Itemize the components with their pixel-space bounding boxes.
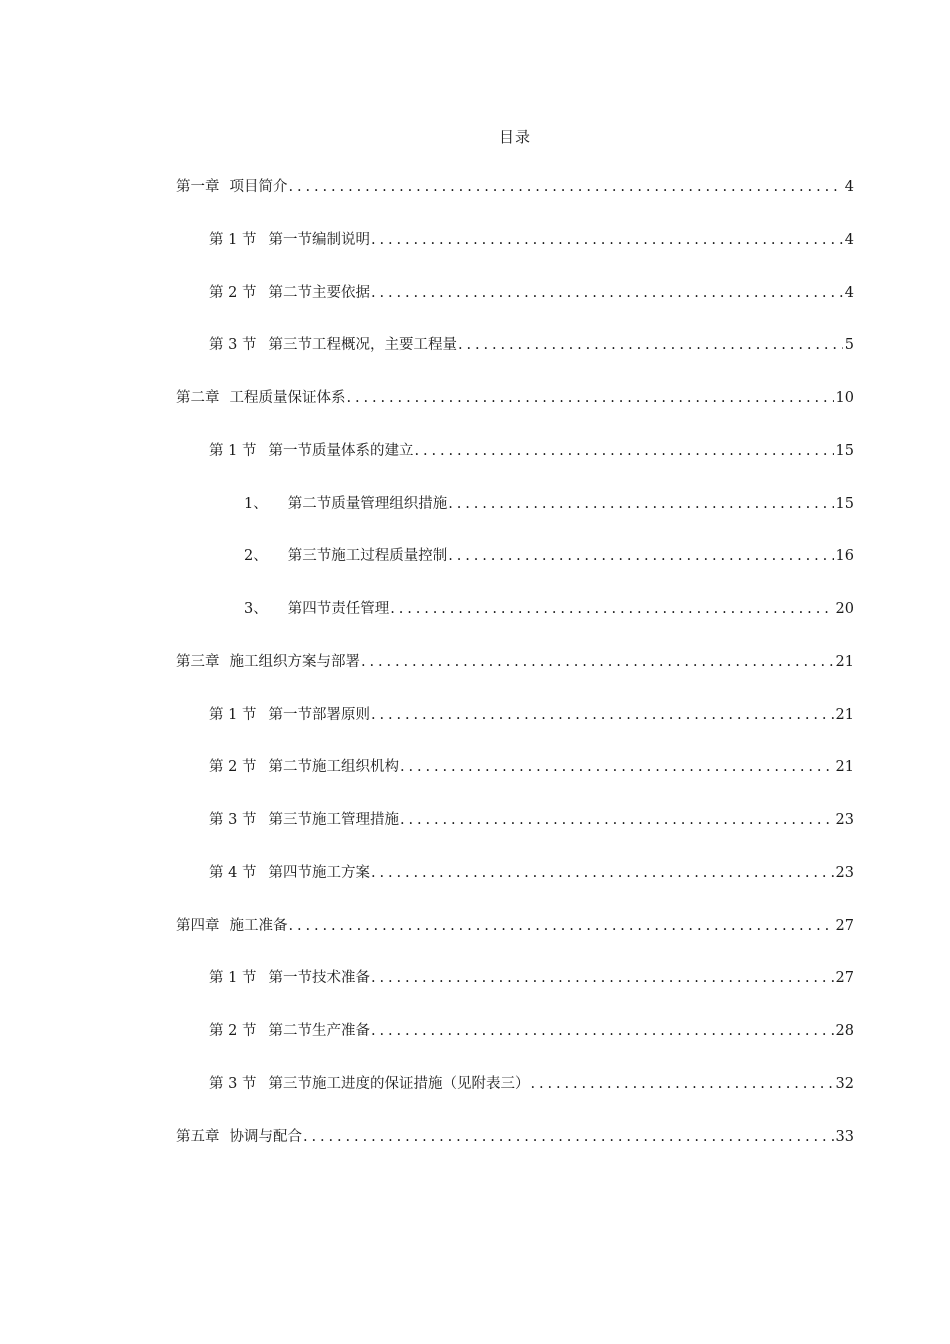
toc-entry[interactable]: [244, 545, 854, 567]
toc-entry-number: 第 1 节: [209, 706, 257, 723]
toc-entry-text: 施工准备: [229, 917, 288, 934]
toc-entry[interactable]: [176, 915, 854, 937]
toc-entry-page-number: 33: [835, 1128, 854, 1145]
toc-entry-page-number: 15: [835, 442, 854, 459]
toc-entry-text: 第二节生产准备: [268, 1023, 370, 1039]
toc-dot-leader: [371, 967, 834, 989]
toc-dot-leader: [448, 545, 833, 567]
toc-entry-page-number: 4: [844, 284, 854, 301]
toc-dot-leader: [371, 229, 843, 251]
toc-entry-page-number: 28: [835, 1023, 854, 1039]
toc-entry[interactable]: [244, 598, 854, 620]
toc-entry[interactable]: [176, 1126, 854, 1148]
toc-dot-leader: [530, 1073, 833, 1095]
toc-entry-page-number: 27: [835, 917, 854, 934]
toc-title: 目录: [498, 128, 531, 146]
toc-dot-leader: [458, 334, 843, 356]
toc-dot-leader: [448, 493, 833, 515]
toc-dot-leader: [289, 915, 834, 937]
toc-entry-text: 第四节责任管理: [287, 601, 390, 617]
toc-entry-text: 施工组织方案与部署: [229, 653, 360, 670]
toc-entry-text: 第一节质量体系的建立: [268, 442, 414, 459]
toc-entry-number: 第 2 节: [209, 759, 257, 776]
toc-entry-text: 第一节部署原则: [268, 706, 370, 723]
toc-dot-leader: [371, 1020, 834, 1042]
toc-entry-number: 第 3 节: [209, 337, 257, 354]
toc-entry-number: 第四章: [176, 917, 220, 934]
toc-entry[interactable]: [209, 282, 854, 304]
toc-dot-leader: [371, 704, 834, 726]
toc-entry-text: 项目简介: [229, 179, 288, 195]
toc-entry[interactable]: [209, 1020, 854, 1042]
toc-dot-leader: [400, 756, 834, 778]
toc-entry-page-number: 4: [844, 231, 854, 248]
toc-dot-leader: [414, 440, 833, 462]
toc-entry[interactable]: [209, 440, 854, 462]
toc-entry[interactable]: [209, 967, 854, 989]
toc-entry-number: 3、: [244, 601, 268, 617]
toc-entry-text: 第三节工程概况，主要工程量: [268, 337, 457, 354]
toc-entry[interactable]: [209, 334, 854, 356]
toc-entry[interactable]: [176, 387, 854, 409]
toc-entry-text: 第三节施工管理措施: [268, 812, 399, 828]
toc-entry-number: 第二章: [176, 390, 220, 406]
toc-dot-leader: [400, 809, 834, 831]
toc-entry[interactable]: [209, 229, 854, 251]
toc-entry-page-number: 4: [844, 179, 854, 195]
toc-entry[interactable]: [209, 704, 854, 726]
toc-entry[interactable]: [209, 809, 854, 831]
toc-entry-number: 第五章: [176, 1128, 220, 1145]
toc-entry-page-number: 23: [835, 864, 854, 881]
toc-entry-text: 第一节编制说明: [268, 231, 370, 248]
toc-entry[interactable]: [244, 493, 854, 515]
toc-entry-number: 第 1 节: [209, 442, 257, 459]
toc-entry-text: 第四节施工方案: [268, 864, 370, 881]
toc-entry-page-number: 15: [835, 495, 854, 512]
toc-entry-number: 第 4 节: [209, 864, 257, 881]
toc-entry-text: 第三节施工进度的保证措施（见附表三）: [268, 1075, 530, 1092]
toc-dot-leader: [371, 282, 843, 304]
toc-entry-number: 第 1 节: [209, 970, 257, 987]
toc-entry-page-number: 5: [844, 337, 854, 354]
toc-entry-page-number: 27: [835, 970, 854, 987]
toc-entry-number: 第 2 节: [209, 1023, 257, 1039]
toc-entry-page-number: 32: [835, 1075, 854, 1092]
toc-entry-page-number: 23: [835, 812, 854, 828]
toc-entry-page-number: 21: [835, 706, 854, 723]
toc-entry[interactable]: [176, 651, 854, 673]
toc-entry-text: 第二节主要依据: [268, 284, 370, 301]
toc-entry-text: 第二节质量管理组织措施: [287, 495, 448, 512]
toc-entry[interactable]: [209, 1073, 854, 1095]
toc-entry-text: 第三节施工过程质量控制: [287, 548, 448, 565]
toc-entry-text: 工程质量保证体系: [229, 390, 346, 406]
toc-entry-number: 第 1 节: [209, 231, 257, 248]
toc-entry-page-number: 16: [835, 548, 854, 565]
toc-entry-number: 1、: [244, 495, 268, 512]
toc-entry-page-number: 10: [835, 390, 854, 406]
toc-entry-number: 第 3 节: [209, 1075, 257, 1092]
toc-dot-leader: [289, 176, 843, 198]
toc-entry-text: 协调与配合: [229, 1128, 302, 1145]
toc-entry-text: 第二节施工组织机构: [268, 759, 399, 776]
toc-dot-leader: [361, 651, 834, 673]
toc-entry-number: 第一章: [176, 179, 220, 195]
toc-entry-number: 第三章: [176, 653, 220, 670]
toc-entry-number: 第 3 节: [209, 812, 257, 828]
toc-entry-text: 第一节技术准备: [268, 970, 370, 987]
toc-entry-number: 第 2 节: [209, 284, 257, 301]
toc-dot-leader: [371, 862, 834, 884]
toc-entry-page-number: 21: [835, 759, 854, 776]
toc-entry-number: 2、: [244, 548, 268, 565]
toc-dot-leader: [303, 1126, 834, 1148]
toc-dot-leader: [390, 598, 833, 620]
toc-entry-page-number: 20: [835, 601, 854, 617]
toc-entry-page-number: 21: [835, 653, 854, 670]
toc-entry[interactable]: [209, 756, 854, 778]
toc-entry[interactable]: [176, 176, 854, 198]
toc-entry[interactable]: [209, 862, 854, 884]
toc-dot-leader: [347, 387, 834, 409]
